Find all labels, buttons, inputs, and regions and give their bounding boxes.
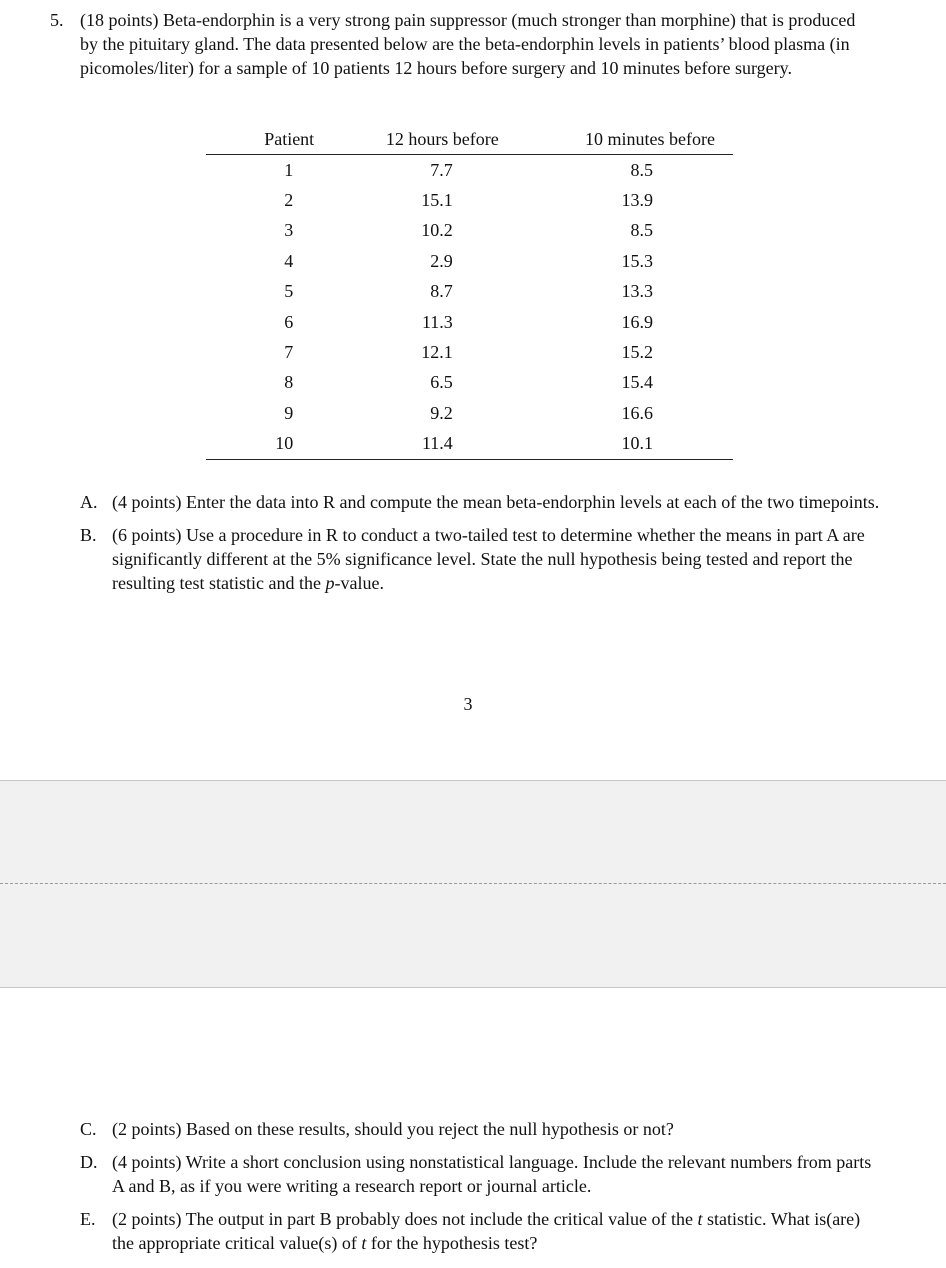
table-row: [206, 155, 733, 186]
cell-10-minutes: 8.5: [630, 159, 653, 180]
cell-10-minutes: 13.3: [621, 281, 653, 302]
part-b-letter: B.: [80, 525, 97, 545]
cell-patient: 1: [284, 159, 294, 180]
table-row: [206, 398, 733, 428]
header-12-hours-before: 12 hours before: [341, 124, 499, 155]
table-row: [206, 368, 733, 398]
cell-patient: 8: [284, 372, 294, 393]
cell-10-minutes: 15.3: [621, 250, 653, 271]
part-a: [80, 490, 880, 514]
cell-patient: 10: [206, 429, 341, 460]
question-5: [50, 8, 860, 80]
cell-patient: 3: [284, 220, 294, 241]
header-patient: Patient: [206, 124, 341, 155]
table-row: [206, 185, 733, 215]
beta-endorphin-table: [206, 124, 733, 460]
part-c-text: (2 points) Based on these results, should you reject the null hypothesis or not?: [112, 1119, 674, 1139]
part-d-letter: D.: [80, 1152, 98, 1172]
part-b: [80, 523, 880, 595]
part-e-text-3: for the hypothesis test?: [366, 1233, 538, 1253]
part-b-text-1: (6 points) Use a procedure in R to conduct a two-tailed test to determine whether the means in part A are significantly different at the 5% significance level. State the null hypothesis being tested and report the resulting test statistic and the: [112, 525, 865, 593]
part-e-text-1: (2 points) The output in part B probably does not include the critical value of the: [112, 1209, 698, 1229]
cell-10-minutes: 15.2: [621, 342, 653, 363]
table-row: [206, 337, 733, 367]
cell-12-hours: 7.7: [430, 159, 453, 180]
page-break-band: [0, 780, 946, 988]
cell-12-hours: 12.1: [421, 342, 453, 363]
cell-10-minutes: 16.9: [621, 311, 653, 332]
table-row: [206, 277, 733, 307]
part-e-letter: E.: [80, 1209, 96, 1229]
header-10-minutes-before: 10 minutes before: [499, 124, 733, 155]
cell-patient: 5: [284, 281, 294, 302]
part-c: [80, 1117, 880, 1141]
cell-10-minutes: 15.4: [621, 372, 653, 393]
cell-12-hours: 9.2: [430, 402, 453, 423]
cell-10-minutes: 13.9: [621, 190, 653, 211]
cell-12-hours: 10.2: [421, 220, 453, 241]
cell-12-hours: 15.1: [421, 190, 453, 211]
cell-10-minutes: 8.5: [630, 220, 653, 241]
cell-patient: 6: [284, 311, 294, 332]
cell-12-hours: 2.9: [430, 250, 453, 271]
cell-12-hours: 6.5: [430, 372, 453, 393]
table-header-row: [206, 124, 733, 155]
table-row: [206, 246, 733, 276]
page-break-dashed-line: [0, 883, 946, 884]
part-d: [80, 1150, 880, 1198]
parts-c-d-e: [80, 1117, 880, 1264]
cell-12-hours: 11.4: [341, 429, 499, 460]
question-number: 5.: [50, 10, 64, 30]
parts-a-b: [80, 490, 880, 604]
part-e-t-italic-1: t: [697, 1209, 703, 1229]
part-b-p-italic: p: [325, 573, 335, 593]
part-d-text: (4 points) Write a short conclusion using nonstatistical language. Include the relevant numbers from parts A and B, as if you were writing a research report or journal article.: [112, 1152, 872, 1196]
part-e-t-italic-2: t: [361, 1233, 367, 1253]
table-row: [206, 307, 733, 337]
part-a-letter: A.: [80, 492, 98, 512]
part-e: [80, 1207, 880, 1255]
part-e-text-2: statistic. What is(are) the appropriate critical value(s) of: [112, 1209, 861, 1253]
cell-patient: 4: [284, 250, 294, 271]
cell-patient: 9: [284, 402, 294, 423]
part-c-letter: C.: [80, 1119, 97, 1139]
cell-10-minutes: 10.1: [499, 429, 733, 460]
part-a-text: (4 points) Enter the data into R and compute the mean beta-endorphin levels at each of the two timepoints.: [112, 492, 880, 512]
cell-patient: 2: [284, 190, 294, 211]
table-row: [206, 429, 733, 460]
part-b-text: [112, 525, 865, 593]
table-row: [206, 216, 733, 246]
part-b-text-2: -value.: [334, 573, 384, 593]
page-number: 3: [463, 694, 473, 714]
cell-10-minutes: 16.6: [621, 402, 653, 423]
cell-patient: 7: [284, 342, 294, 363]
cell-12-hours: 8.7: [430, 281, 453, 302]
cell-12-hours: 11.3: [421, 311, 453, 332]
part-e-text: [112, 1209, 860, 1253]
question-text: (18 points) Beta-endorphin is a very strong pain suppressor (much stronger than morphine) that is produced by the pituitary gland. The data presented below are the beta-endorphin levels in patients’ blood plasma (in picomoles/liter) for a sample of 10 patients 12 hours before surgery and 10 minutes before surgery.: [80, 10, 856, 78]
